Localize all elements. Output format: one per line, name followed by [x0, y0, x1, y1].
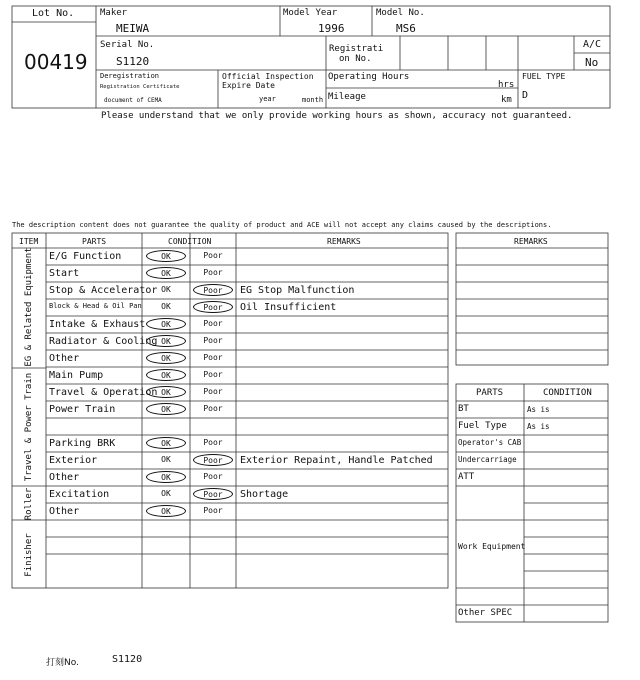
condition-ok[interactable]: OK: [146, 369, 186, 381]
part-label: Block & Head & Oil Pan: [49, 302, 142, 310]
remark-text: EG Stop Malfunction: [240, 285, 355, 296]
condition-ok[interactable]: OK: [146, 505, 186, 517]
model-year-value: 1996: [318, 22, 345, 35]
part-label: Stop & Accelerator: [49, 285, 158, 296]
stamp-label: 打刻No.: [46, 658, 79, 668]
right-part-label: Undercarriage: [458, 455, 517, 464]
condition-ok[interactable]: OK: [146, 250, 186, 262]
right-part-label: Fuel Type: [458, 421, 507, 431]
right-part-label: BT: [458, 404, 469, 414]
part-label: Parking BRK: [49, 438, 116, 449]
remark-text: Oil Insufficient: [240, 302, 337, 313]
work-equipment-label: Work Equipment: [458, 542, 526, 551]
hrs-label: hrs: [498, 80, 515, 90]
part-label: Main Pump: [49, 370, 104, 381]
part-label: Intake & Exhaust: [49, 319, 146, 330]
deregistration-label: Deregistration: [100, 72, 160, 80]
condition-ok[interactable]: OK: [161, 285, 171, 294]
condition-ok[interactable]: OK: [146, 318, 186, 330]
mileage-label: Mileage: [328, 92, 366, 102]
condition-poor[interactable]: Poor: [203, 251, 223, 260]
serial-label: Serial No.: [100, 40, 155, 50]
part-label: Exterior: [49, 455, 98, 466]
fuel-type-label: FUEL TYPE: [522, 72, 566, 81]
condition-poor[interactable]: Poor: [193, 454, 233, 466]
remark-text: Shortage: [240, 489, 289, 500]
condition-poor[interactable]: Poor: [203, 472, 223, 481]
condition-poor[interactable]: Poor: [203, 319, 223, 328]
condition-ok[interactable]: OK: [161, 455, 171, 464]
condition-poor[interactable]: Poor: [203, 387, 223, 396]
serial-value: S1120: [116, 55, 150, 68]
right-part-label: Operator's CAB: [458, 438, 522, 447]
group-travel-power-train: Travel & Power Train: [24, 372, 34, 482]
right-part-label: ATT: [458, 472, 475, 482]
right-condition-value: As is: [527, 422, 550, 431]
condition-poor[interactable]: Poor: [203, 506, 223, 515]
right-parts-header: PARTS: [476, 388, 504, 398]
condition-ok[interactable]: OK: [146, 386, 186, 398]
group-finisher: Finisher: [24, 533, 34, 577]
part-label: Power Train: [49, 404, 116, 415]
part-label: Travel & Operation: [49, 387, 158, 398]
condition-ok[interactable]: OK: [146, 437, 186, 449]
ac-value: No: [585, 56, 599, 69]
condition-poor[interactable]: Poor: [203, 353, 223, 362]
condition-poor[interactable]: Poor: [193, 488, 233, 500]
part-label: Start: [49, 268, 80, 279]
col-condition: CONDITION: [168, 237, 212, 246]
col-item: ITEM: [19, 237, 39, 246]
registration-certificate-label: Registration Certificate: [100, 84, 180, 90]
part-label: E/G Function: [49, 251, 122, 262]
disclaimer: The description content does not guarantee the quality of product and ACE will not accept any claims caused by the descriptions.: [12, 221, 552, 229]
inspection-label: Official Inspection: [222, 72, 314, 81]
model-no-value: MS6: [396, 22, 416, 35]
condition-ok[interactable]: OK: [146, 471, 186, 483]
stamp-value: S1120: [112, 654, 143, 665]
part-label: Excitation: [49, 489, 110, 500]
km-label: km: [501, 95, 512, 105]
maker-value: MEIWA: [116, 22, 150, 35]
fuel-type-value: D: [522, 90, 529, 101]
condition-poor[interactable]: Poor: [203, 370, 223, 379]
condition-poor[interactable]: Poor: [203, 438, 223, 447]
maker-label: Maker: [100, 8, 128, 18]
condition-poor[interactable]: Poor: [193, 301, 233, 313]
part-label: Other: [49, 472, 80, 483]
condition-poor[interactable]: Poor: [203, 404, 223, 413]
cema-document-label: document of CEMA: [104, 97, 162, 104]
condition-poor[interactable]: Poor: [193, 284, 233, 296]
operating-hours-label: Operating Hours: [328, 72, 410, 82]
condition-ok[interactable]: OK: [146, 403, 186, 415]
registration-label: Registrati: [329, 44, 384, 54]
col-parts: PARTS: [82, 237, 107, 246]
ac-label: A/C: [583, 39, 602, 50]
hours-note: Please understand that we only provide working hours as shown, accuracy not guaranteed.: [101, 111, 573, 121]
group-roller: Roller: [24, 487, 34, 521]
right-remarks-header: REMARKS: [514, 237, 548, 246]
condition-ok[interactable]: OK: [161, 489, 171, 498]
model-no-label: Model No.: [376, 8, 425, 18]
year-label: year: [259, 95, 276, 103]
condition-ok[interactable]: OK: [146, 352, 186, 364]
right-condition-header: CONDITION: [543, 388, 592, 398]
remark-text: Exterior Repaint, Handle Patched: [240, 455, 433, 466]
model-year-label: Model Year: [283, 8, 338, 18]
registration-label-2: on No.: [339, 54, 372, 64]
lot-label: Lot No.: [32, 8, 75, 19]
part-label: Radiator & Cooling: [49, 336, 158, 347]
month-label: month: [302, 96, 324, 104]
other-spec-label: Other SPEC: [458, 608, 513, 618]
condition-poor[interactable]: Poor: [203, 268, 223, 277]
col-remarks: REMARKS: [327, 237, 361, 246]
condition-ok[interactable]: OK: [146, 267, 186, 279]
lot-number: 00419: [24, 50, 88, 74]
part-label: Other: [49, 506, 80, 517]
group-eg-related: EG & Related Equipment: [24, 247, 34, 367]
right-condition-value: As is: [527, 405, 550, 414]
condition-poor[interactable]: Poor: [203, 336, 223, 345]
condition-ok[interactable]: OK: [146, 335, 186, 347]
inspection-label-2: Expire Date: [222, 81, 275, 90]
condition-ok[interactable]: OK: [161, 302, 171, 311]
part-label: Other: [49, 353, 80, 364]
